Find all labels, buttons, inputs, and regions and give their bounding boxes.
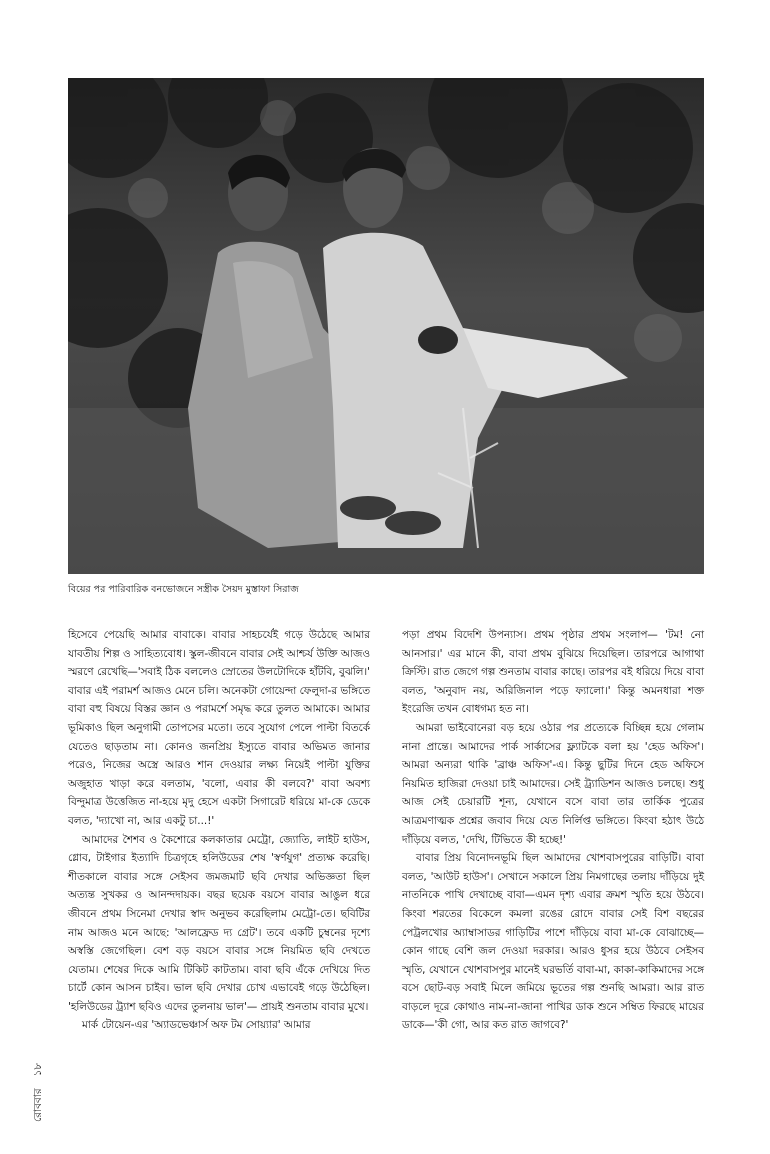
page-number: ১৮ <box>32 1062 44 1077</box>
couple-photograph <box>68 78 704 574</box>
couple-photograph-graphic <box>68 78 704 574</box>
photo-caption: বিয়ের পর পারিবারিক বনভোজনে সস্ত্রীক সৈয়দ মুস্তাফা সিরাজ <box>68 584 299 595</box>
paragraph: বাবার প্রিয় বিনোদনভূমি ছিল আমাদের খোশবাসপুরের বাড়িটি। বাবা বলত, 'আউট হাউস'। সেখানে সকালে প্রিয় নিমগাছের তলায় দাঁড়িয়ে দুই নাতনিকে পাখি দেখাচ্ছে বাবা—এমন দৃশ্য এবার ক্রমশ স্মৃতি হয়ে উঠবে। কিংবা শরতের বিকেলে কমলা রঙের রোদে বাবার সেই বিশ বছরের পেট্রলখোর অ্যাম্বাসাডর গাড়িটির পাশে দাঁড়িয়ে বাবা মা-কে বোঝাচ্ছে—কোন গাছে বেশি জল দেওয়া দরকার। আরও ধুসর হয়ে উঠবে সেইসব স্মৃতি, যেখানে খোশবাসপুর মানেই ঘরভর্তি বাবা-মা, কাকা-কাকিমাদের সঙ্গে বসে ছোট-বড় সবাই মিলে জমিয়ে ভূতের গল্প শুনছি আমরা। আর রাত বাড়লে দূরে কোথাও নাম-না-জানা পাখির ডাক শুনে সম্বিত ফিরছে মায়ের ডাকে—'কী গো, আর কত রাত জাগবে?' <box>402 852 704 1032</box>
paragraph: মার্ক টোয়েন-এর 'অ্যাডভেঞ্চার্স অফ টম সোয়্যার' আমার <box>82 1019 311 1032</box>
right-text-column <box>402 626 704 1035</box>
left-text-column <box>68 626 370 1035</box>
paragraph: হিসেবে পেয়েছি আমার বাবাকে। বাবার সাহচর্যেই গড়ে উঠেছে আমার যাবতীয় শিল্প ও সাহিত্যবোধ। স্কুল-জীবনে বাবার সেই আশ্চর্য উক্তি আজও স্মরণে রেখেছি—'সবাই ঠিক বললেও স্রোতের উলটোদিকে হাঁটবি, বুঝলি।' বাবার এই পরামর্শ আজও মেনে চলি। অনেকটা গোয়েন্দা ফেলুদা-র ভঙ্গিতে বাবা বহু বিষয়ে বিস্তর জ্ঞান ও পরামর্শে সমৃদ্ধ করে তুলত আমাকে। আমার ভূমিকাও ছিল অনুগামী তোপসের মতো। তবে সুযোগ পেলে পাল্টা বিতর্কে যেতেও ছাড়তাম না। কোনও জনপ্রিয় ইস্যুতে বাবার অভিমত জানার পরেও, নিজের অস্ত্রে আরও শান দেওয়ার লক্ষ্য নিয়েই পাল্টা যুক্তির অজুহাত খাড়া করে বলতাম, 'বলো, এবার কী বলবে?' বাবা অবশ্য বিন্দুমাত্র উত্তেজিত না-হয়ে মৃদু হেসে একটা সিগারেট ধরিয়ে মা-কে ডেকে বলত, 'দ্যাখো না, আর একটু চা...!' <box>68 629 370 827</box>
page-folio <box>22 1012 42 1122</box>
paragraph: আমাদের শৈশব ও কৈশোরে কলকাতার মেট্রো, জ্যোতি, লাইট হাউস, গ্লোব, টাইগার ইত্যাদি চিত্রগৃহে হলিউডের শেষ 'স্বর্ণযুগ' প্রত্যক্ষ করেছি। শীতকালে বাবার সঙ্গে সেইসব জমজমাট ছবি দেখার অভিজ্ঞতা ছিল অত্যন্ত সুখকর ও আনন্দদায়ক। বছর ছয়েক বয়সে বাবার আঙুল ধরে জীবনে প্রথম সিনেমা দেখার স্বাদ অনুভব করেছিলাম মেট্রো-তে। ছবিটির নাম আজও মনে আছে: 'আলফ্রেড দ্য গ্রেট'। তবে একটি চুম্বনের দৃশ্যে অস্বস্তি জেগেছিল। বেশ বড় বয়সে বাবার সঙ্গে নিয়মিত ছবি দেখতে যেতাম। শেষের দিকে আমি টিকিট কাটতাম। বাবা ছবি এঁকে দেখিয়ে দিত চার্টে কোন আসন চাইব। ভাল ছবি দেখার চোখ এভাবেই গড়ে উঠেছিল। 'হলিউডের ট্র্যাশ ছবিও এদের তুলনায় ভাল'— প্রায়ই শুনতাম বাবার মুখে। <box>68 833 370 1013</box>
paragraph: পড়া প্রথম বিদেশি উপন্যাস। প্রথম পৃষ্ঠার প্রথম সংলাপ— 'টম! নো আনসার।' এর মানে কী, বাবা প্রথম বুঝিয়ে দিয়েছিল। তারপরে আগাথা ক্রিস্টি। রাত জেগে গল্প শুনতাম বাবার কাছে। তারপর বই ধরিয়ে দিয়ে বাবা বলত, 'অনুবাদ নয়, অরিজিনাল পড়ে ফ্যালো।' কিন্তু অমনধারা শক্ত ইংরেজি তখন বোধগম্য হত না। <box>402 629 704 716</box>
magazine-name: রোববার <box>32 1088 44 1122</box>
paragraph: আমরা ভাইবোনেরা বড় হয়ে ওঠার পর প্রত্যেকে বিচ্ছিন্ন হয়ে গেলাম নানা প্রান্তে। আমাদের পার্ক সার্কাসের ফ্ল্যাটকে বলা হয় 'হেড অফিস'। আমরা অন্যরা থাকি 'ব্রাঞ্চ অফিস'-এ। কিন্তু ছুটির দিনে হেড অফিসে নিয়মিত হাজিরা দেওয়া চাই আমাদের। সেই ট্র্যাডিশন আজও চলছে। শুধু আজ সেই চেয়ারটি শূন্য, যেখানে বসে বাবা তার তার্কিক পুত্রের আত্রমণাত্মক প্রশ্নের জবাব দিয়ে যেত নির্লিপ্ত ভঙ্গিতে। কিংবা হঠাৎ উঠে দাঁড়িয়ে বলত, 'দেখি, টিভিতে কী হচ্ছে!' <box>402 721 704 846</box>
